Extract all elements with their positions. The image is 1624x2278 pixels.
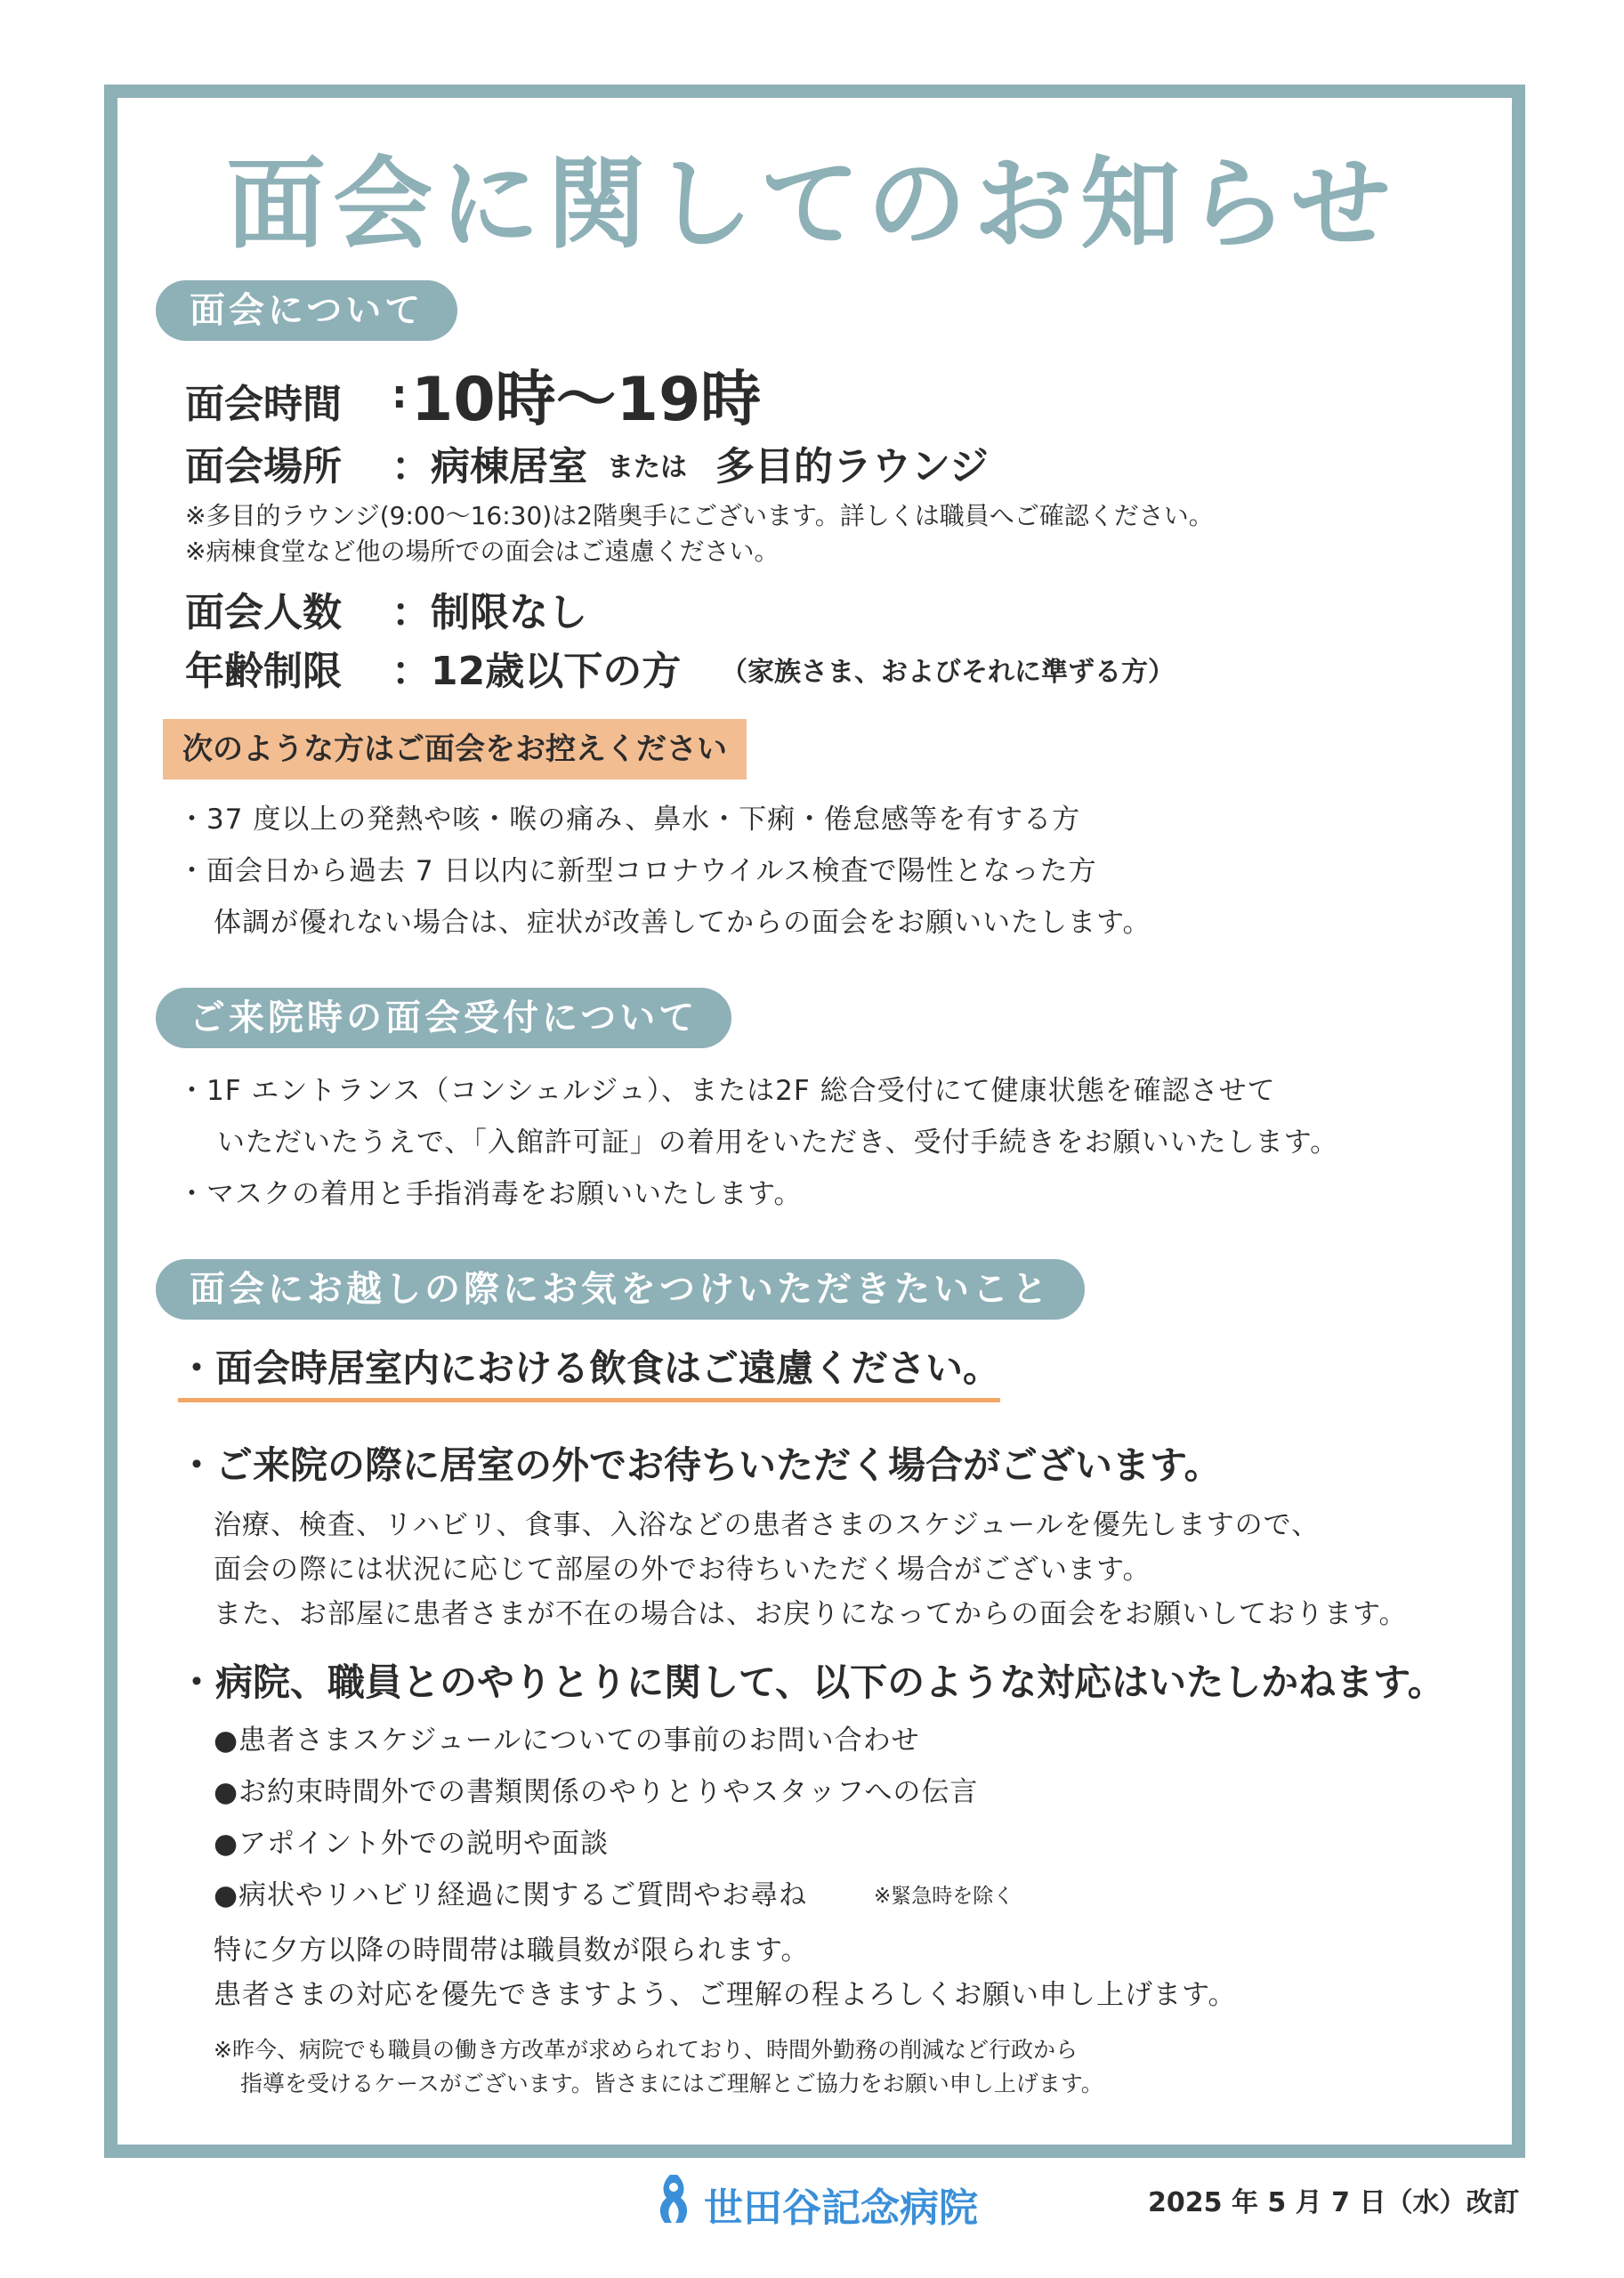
revision-date: 2025 年 5 月 7 日（水）改訂 [1148, 2187, 1520, 2218]
restriction-item-3: ●アポイント外での説明や面談 [214, 1828, 610, 1860]
visit-time-label: 面会時間 [185, 382, 342, 427]
footnote-line-1: ※昨今、病院でも職員の働き方改革が求められており、時間外勤務の削減など行政から [214, 2037, 1078, 2063]
restriction-item-2: ●お約束時間外での書類関係のやりとりやスタッフへの伝言 [214, 1776, 979, 1808]
refrain-item-3: 体調が優れない場合は、症状が改善してからの面会をお願いいたします。 [214, 907, 1151, 939]
visitor-count-label: 面会人数 [185, 590, 342, 635]
section-heading-visit: 面会について [156, 280, 457, 341]
visit-place-label: 面会場所 [185, 444, 342, 489]
refrain-item-1: ・37 度以上の発熱や咳・喉の痛み、鼻水・下痢・倦怠感等を有する方 [178, 804, 1081, 836]
caution-point-1: ・面会時居室内における飲食はご遠慮ください。 [178, 1339, 1000, 1402]
caution-point-2-line-2: 面会の際には状況に応じて部屋の外でお待ちいただく場合がございます。 [214, 1554, 1151, 1586]
restriction-item-4: ●病状やリハビリ経過に関するご質問やお尋ね [214, 1879, 808, 1911]
visit-place-or: または [607, 452, 687, 483]
visit-place-value-1: ：病棟居室 [392, 444, 587, 489]
visit-time-value: 10時〜19時 [411, 365, 762, 435]
refrain-item-2: ・面会日から過去 7 日以内に新型コロナウイルス検査で陽性となった方 [178, 855, 1097, 887]
hospital-name: 世田谷記念病院 [704, 2185, 978, 2231]
caution-point-2: ・ご来院の際に居室の外でお待ちいただく場合がございます。 [178, 1443, 1222, 1487]
reception-line-3: ・マスクの着用と手指消毒をお願いいたします。 [178, 1178, 803, 1210]
hospital-logo [654, 2173, 978, 2234]
caution-point-2-line-3: また、お部屋に患者さまが不在の場合は、お戻りになってからの面会をお願いしております。 [214, 1598, 1408, 1630]
reception-line-2: いただいたうえで、「入館許可証」の着用をいただき、受付手続きをお願いいたします。 [217, 1127, 1339, 1159]
caution-point-2-line-1: 治療、検査、リハビリ、食事、入浴などの患者さまのスケジュールを優先しますので、 [214, 1509, 1321, 1541]
caution-point-3: ・病院、職員とのやりとりに関して、以下のような対応はいたしかねます。 [178, 1660, 1445, 1704]
hospital-logo-icon [654, 2173, 693, 2234]
lounge-note: ※多目的ラウンジ(9:00〜16:30)は2階奥手にございます。詳しくは職員へご確認ください。 [185, 501, 1214, 530]
page-title: 面会に関してのお知らせ [226, 147, 1398, 263]
closing-line-1: 特に夕方以降の時間帯は職員数が限られます。 [214, 1935, 810, 1967]
age-limit-value: ：12歳以下の方 [392, 649, 682, 694]
age-limit-note: （家族さま、およびそれに準ずる方） [721, 657, 1175, 688]
visitor-count-value: ：制限なし [392, 590, 587, 635]
age-limit-label: 年齢制限 [185, 649, 342, 694]
section-heading-cautions: 面会にお越しの際にお気をつけいただきたいこと [156, 1259, 1085, 1320]
restriction-item-4-note: ※緊急時を除く [874, 1885, 1014, 1908]
reception-line-1: ・1F エントランス（コンシェルジュ）、または2F 総合受付にて健康状態を確認させて [178, 1075, 1276, 1107]
refrain-heading: 次のような方はご面会をお控えください [163, 719, 747, 780]
restriction-item-1: ●患者さまスケジュールについての事前のお問い合わせ [214, 1725, 920, 1757]
closing-line-2: 患者さまの対応を優先できますよう、ご理解の程よろしくお願い申し上げます。 [214, 1979, 1237, 2011]
section-heading-reception: ご来院時の面会受付について [156, 988, 731, 1048]
place-note: ※病棟食堂など他の場所での面会はご遠慮ください。 [185, 537, 780, 566]
footnote-line-2: 指導を受けるケースがございます。皆さまにはご理解とご協力をお願い申し上げます。 [240, 2071, 1103, 2096]
visit-time-colon: : [392, 372, 408, 417]
visit-place-value-2: 多目的ラウンジ [715, 444, 989, 489]
